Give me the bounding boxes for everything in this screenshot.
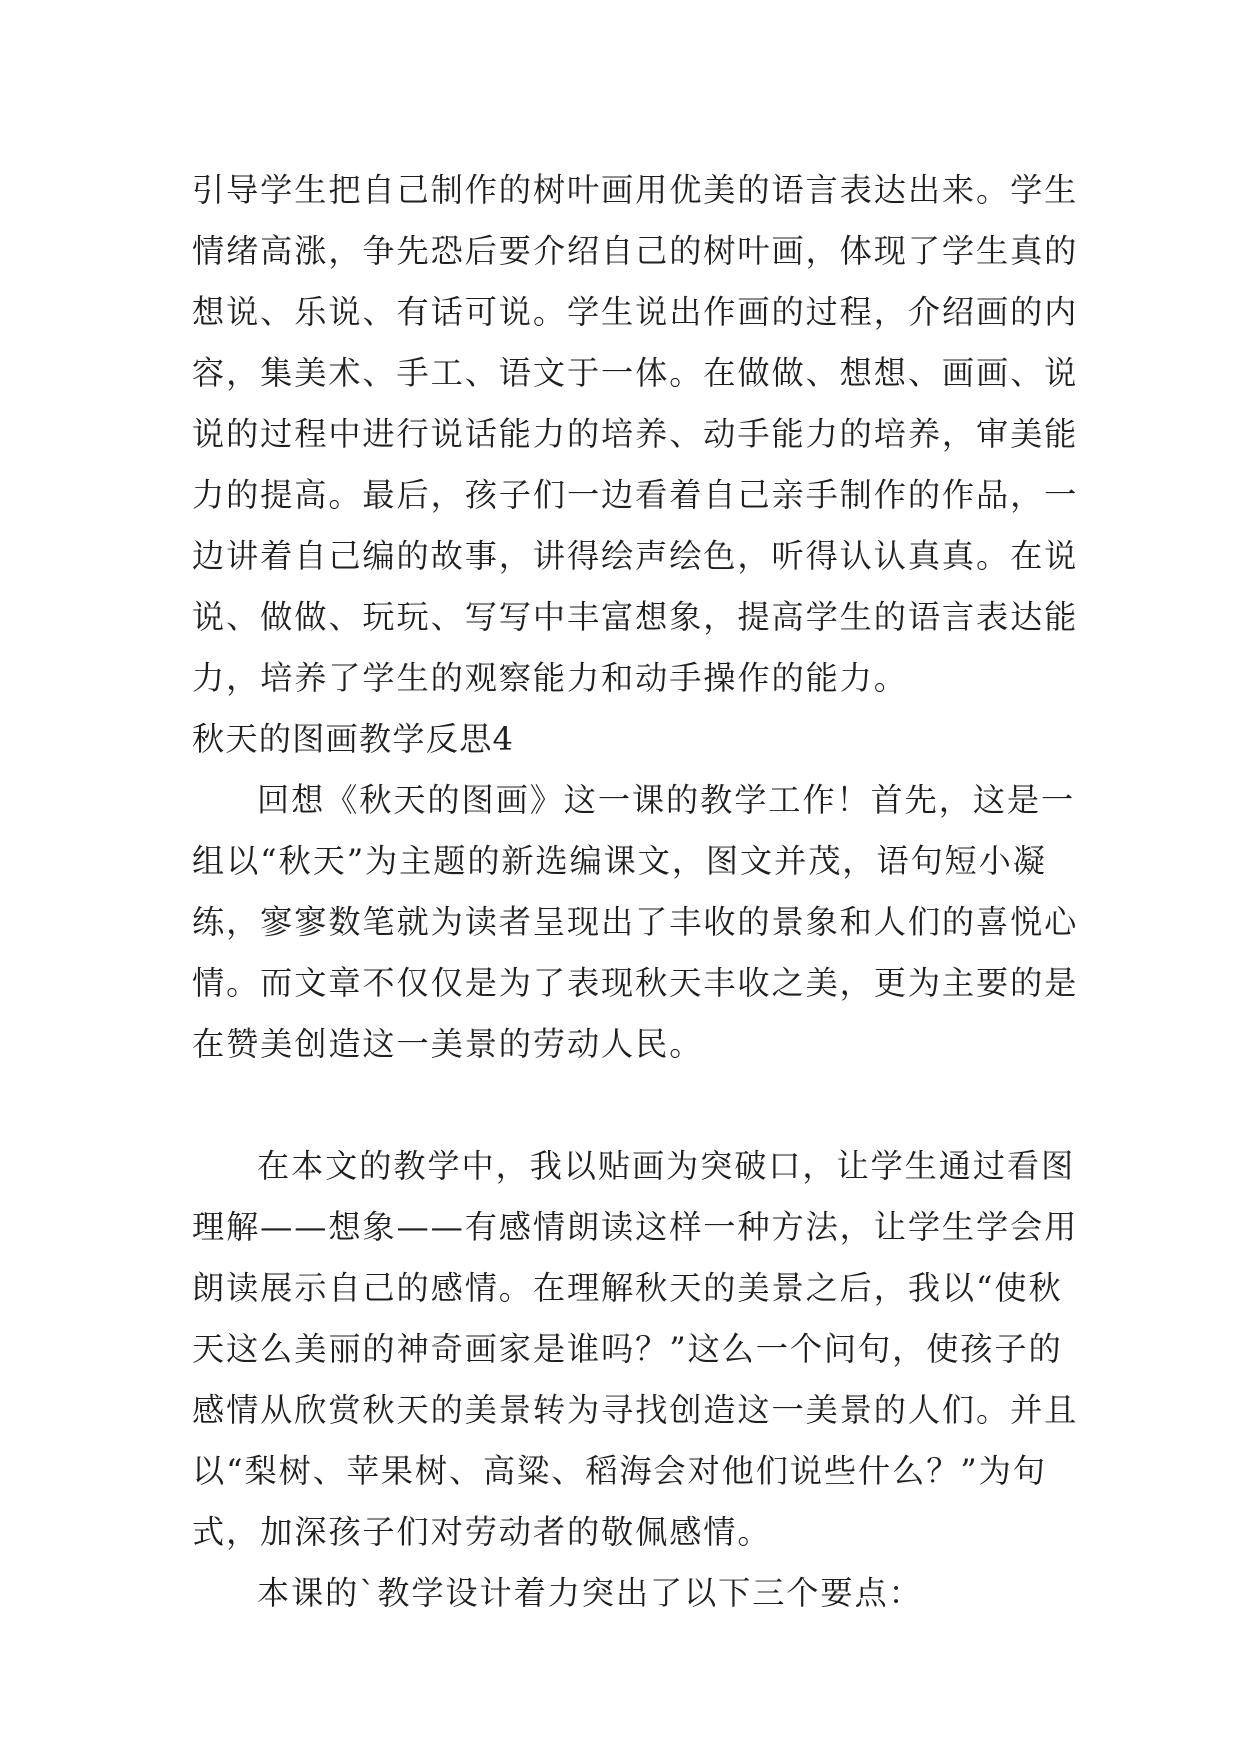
text-line: 练，寥寥数笔就为读者呈现出了丰收的景象和人们的喜悦心 (192, 903, 1079, 941)
section-heading: 秋天的图画教学反思4 (192, 720, 515, 758)
text-line: 本课的`教学设计着力突出了以下三个要点： (257, 1574, 923, 1612)
text-line: 情。而文章不仅仅是为了表现秋天丰收之美，更为主要的是 (192, 964, 1079, 1002)
text-line: 式，加深孩子们对劳动者的敬佩感情。 (192, 1513, 772, 1551)
text-line: 容，集美术、手工、语文于一体。在做做、想想、画画、说 (192, 354, 1079, 392)
text-line: 朗读展示自己的感情。在理解秋天的美景之后，我以“使秋 (192, 1269, 1063, 1307)
paragraph-spacer (192, 1075, 1052, 1136)
text-line: 想说、乐说、有话可说。学生说出作画的过程，介绍画的内 (192, 293, 1079, 331)
text-line: 组以“秋天”为主题的新选编课文，图文并茂，语句短小凝 (192, 842, 1047, 880)
text-line: 理解——想象——有感情朗读这样一种方法，让学生学会用 (192, 1208, 1079, 1246)
text-line: 天这么美丽的神奇画家是谁吗？”这么一个问句，使孩子的 (192, 1330, 1063, 1368)
paragraph-teaching-method (192, 1136, 1079, 1563)
text-line: 引导学生把自己制作的树叶画用优美的语言表达出来。学生 (192, 171, 1079, 209)
text-line: 说的过程中进行说话能力的培养、动手能力的培养，审美能 (192, 415, 1079, 453)
paragraph-leaf-painting-summary (192, 160, 1079, 709)
text-line: 在赞美创造这一美景的劳动人民。 (192, 1025, 704, 1063)
text-line: 在本文的教学中，我以贴画为突破口，让学生通过看图 (257, 1147, 1076, 1185)
text-line: 回想《秋天的图画》这一课的教学工作！首先，这是一 (257, 781, 1076, 819)
text-line: 边讲着自己编的故事，讲得绘声绘色，听得认认真真。在说 (192, 537, 1079, 575)
text-line: 感情从欣赏秋天的美景转为寻找创造这一美景的人们。并且 (192, 1391, 1079, 1429)
text-line: 说、做做、玩玩、写写中丰富想象，提高学生的语言表达能 (192, 598, 1079, 636)
text-line: 情绪高涨，争先恐后要介绍自己的树叶画，体现了学生真的 (192, 232, 1079, 270)
text-line: 以“梨树、苹果树、高粱、稻海会对他们说些什么？”为句 (192, 1452, 1047, 1490)
text-line: 力的提高。最后，孩子们一边看着自己亲手制作的作品，一 (192, 476, 1079, 514)
paragraph-reflection-intro (192, 770, 1079, 1075)
document-body (192, 160, 1079, 1624)
paragraph-key-points (192, 1563, 1052, 1624)
text-line: 力，培养了学生的观察能力和动手操作的能力。 (192, 659, 908, 697)
